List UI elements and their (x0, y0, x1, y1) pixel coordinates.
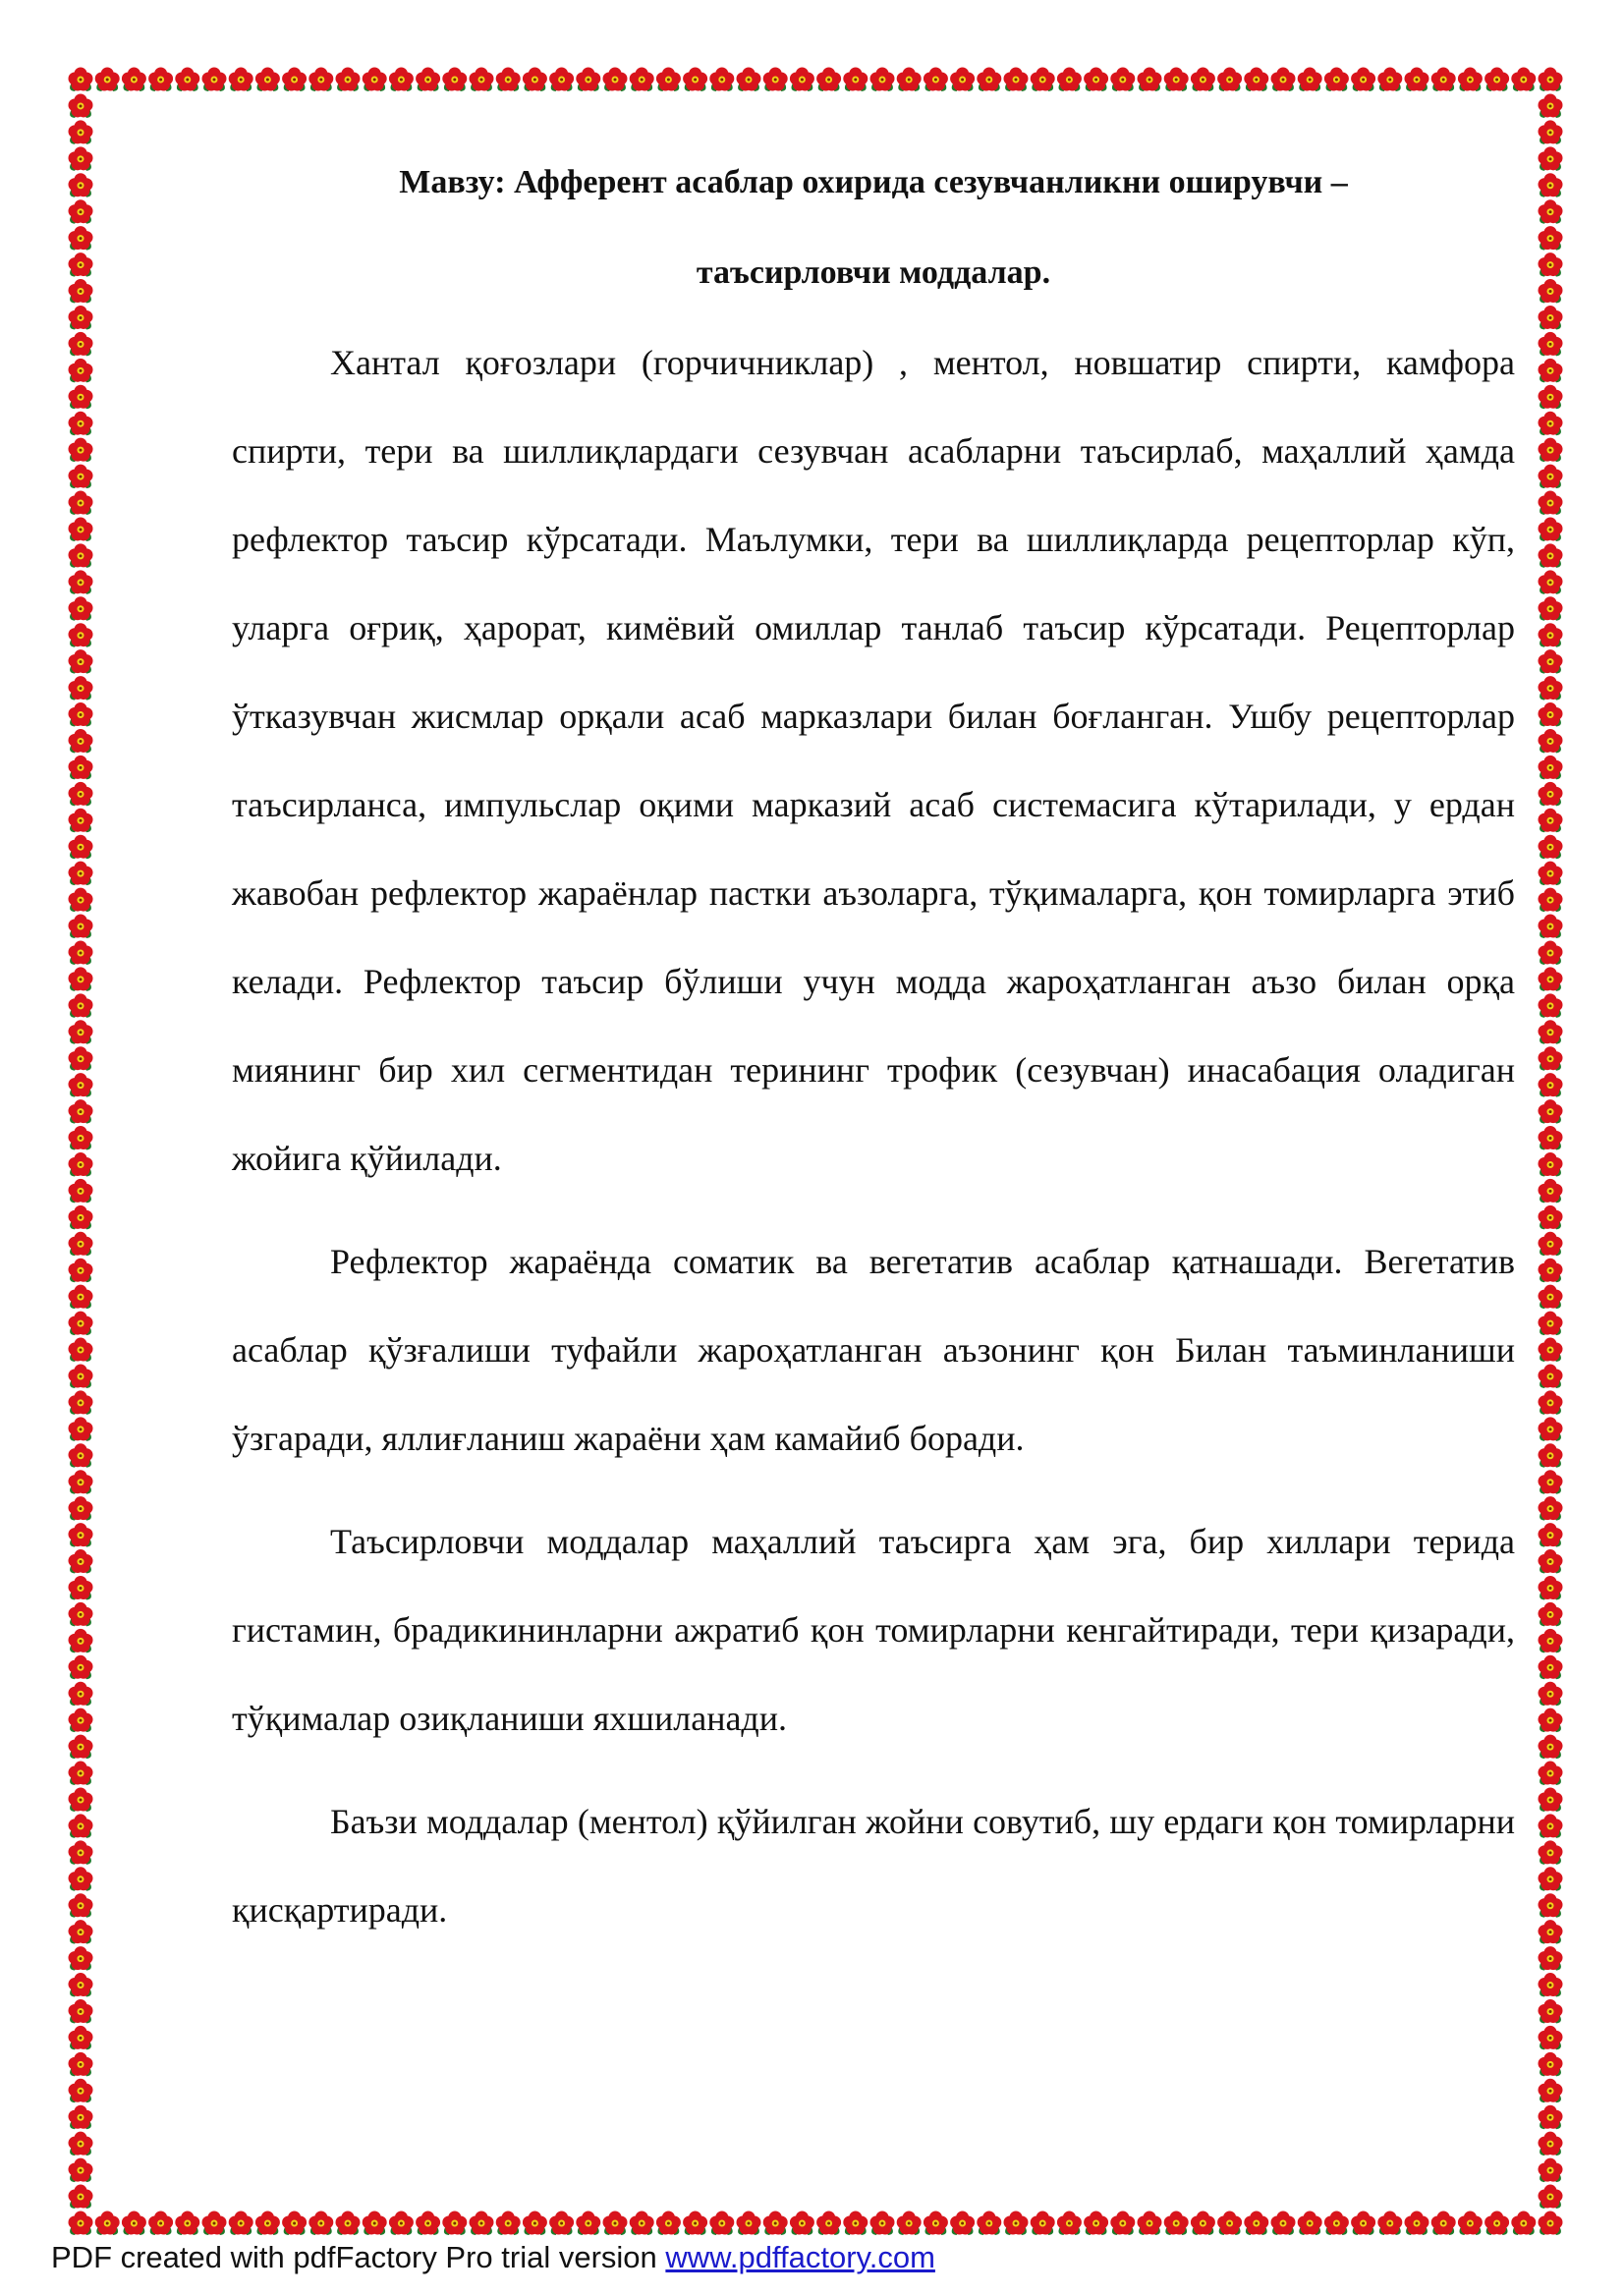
document-title-line-1: Мавзу: Афферент асаблар охирида сезувчанликни оширувчи – (399, 164, 1348, 200)
paragraph-4: Баъзи моддалар (ментол) қўйилган жойни совутиб, шу ердаги қон томирларни қисқартиради. (232, 1802, 1515, 1930)
paragraph-3: Таъсирловчи моддалар маҳаллий таъсирга ҳам эга, бир хиллари терида гистамин, брадикининларни ажратиб қон томирларни кенгайтиради, тери қизаради, тўқималар озиқланиши яхшиланади. (232, 1522, 1515, 1738)
paragraph-1: Хантал қоғозлари (горчичниклар) , ментол, новшатир спирти, камфора спирти, тери ва шиллиқлардаги сезувчан асабларни таъсирлаб, маҳаллий ҳамда рефлектор таъсир кўрсатади. Маълумки, тери ва шиллиқларда рецепторлар кўп, уларга оғриқ, ҳарорат, кимёвий омиллар танлаб таъсир кўрсатади. Рецепторлар ўтказувчан жисмлар орқали асаб марказлари билан боғланган. Ушбу рецепторлар таъсирланса, импульслар оқими марказий асаб системасига кўтарилади, у ердан жавобан рефлектор жараёнлар пастки аъзоларга, тўқималарга, қон томирларга этиб келади. Рефлектор таъсир бўлиши учун модда жароҳатланган аъзо билан орқа миянинг бир хил сегментидан терининг трофик (сезувчан) инасабация оладиган жойига қўйилади. (232, 343, 1515, 1178)
pdf-footer (51, 2240, 935, 2275)
footer-link[interactable]: www.pdffactory.com (665, 2240, 935, 2274)
document-title-line-2: таъсирловчи моддалар. (696, 254, 1051, 291)
paragraph-2: Рефлектор жараёнда соматик ва вегетатив асаблар қатнашади. Вегетатив асаблар қўзғалиши туфайли жароҳатланган аъзонинг қон Билан таъминланиши ўзгаради, яллиғланиш жараёни ҳам камайиб боради. (232, 1242, 1515, 1458)
document-body (232, 138, 1515, 1954)
footer-text: PDF created with pdfFactory Pro trial version (51, 2240, 666, 2274)
